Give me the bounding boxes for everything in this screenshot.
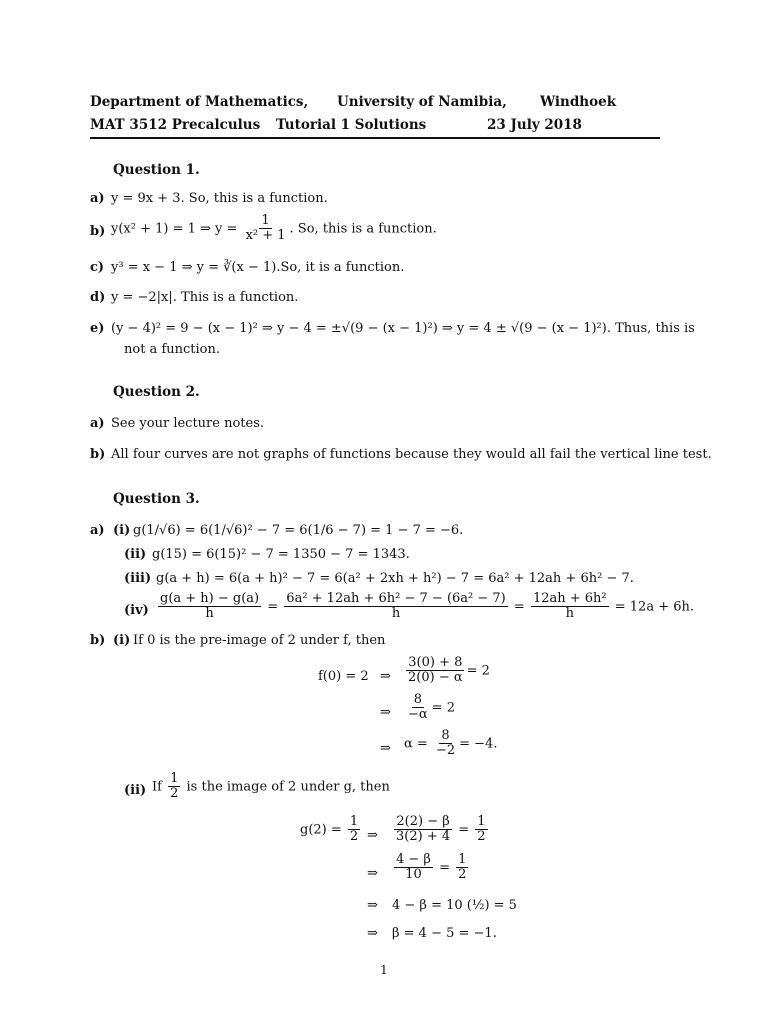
- question-3-title: Question 3.: [113, 491, 200, 507]
- q2-a-label: a): [90, 416, 105, 431]
- q1-c-label: c): [90, 260, 105, 275]
- q1-a-label: a): [90, 191, 105, 206]
- q3-bii-fraction-2: $\frac{4 - \beta}{10}$: [396, 852, 431, 883]
- q3-iv-tail: = 12a + 6h.: [614, 599, 695, 615]
- q3-bi-eq-lhs: f(0) = 2: [318, 669, 369, 684]
- q3-bii-fraction-1r: $\frac{1}{2}$: [477, 814, 486, 845]
- q3-bi-eq-arrow-1: ⇒: [380, 669, 391, 684]
- q3-b-i-text: If 0 is the pre-image of 2 under f, then: [133, 633, 386, 648]
- q3-iv-fraction-1: $\frac{g(a + h) - g(a)}{h}$: [160, 591, 260, 622]
- q3-bii-eq-line-3: 4 − β = 10 (½) = 5: [392, 898, 517, 913]
- header-rule: [90, 137, 660, 139]
- q3-bii-fraction-2r: $\frac{1}{2}$: [458, 852, 467, 883]
- q1-b-post: . So, this is a function.: [289, 221, 437, 237]
- q3-bi-fraction-2: $\frac{8}{-\alpha}$: [408, 692, 428, 723]
- q1-b-label: b): [90, 224, 106, 239]
- header-date: 23 July 2018: [487, 117, 582, 133]
- header-course: MAT 3512 Precalculus: [90, 117, 261, 133]
- q3-a-ii-text: g(15) = 6(15)² − 7 = 1350 − 7 = 1343.: [152, 547, 410, 562]
- q3-bi-fraction-1: $\frac{3(0) + 8}{2(0) - \alpha}$: [408, 655, 463, 686]
- page-number: 1: [380, 963, 388, 977]
- q3-bii-eq-arrow-4: ⇒: [367, 926, 378, 941]
- q3-a-iii-text: g(a + h) = 6(a + h)² − 7 = 6(a² + 2xh + h²) − 7 = 6a² + 12ah + 6h² − 7.: [156, 571, 634, 586]
- q3-a-i-label: (i): [113, 523, 131, 538]
- q3-bii-eq-line-4: β = 4 − 5 = −1.: [392, 926, 497, 941]
- q3-bi-eq-line-3: α = $\frac{8}{-2}$ = −4.: [404, 728, 498, 759]
- q1-e-line2: not a function.: [124, 342, 220, 357]
- q1-d-text: y = −2|x|. This is a function.: [111, 290, 299, 305]
- q3-a-iv-label: (iv): [124, 603, 149, 618]
- q3-bii-eq-lhs: g(2) = $\frac{1}{2}$: [300, 814, 359, 845]
- q3-bii-eq-arrow-2: ⇒: [367, 866, 378, 881]
- q1-b-pre: y(x² + 1) = 1 ⇒ y =: [111, 221, 238, 237]
- q3-bi-eq-arrow-3: ⇒: [380, 741, 391, 756]
- q1-e-line1: (y − 4)² = 9 − (x − 1)² ⇒ y − 4 = ±√(9 − (x − 1)²) ⇒ y = 4 ± √(9 − (x − 1)²). Thus, this is: [111, 321, 695, 336]
- header-city: Windhoek: [540, 94, 617, 110]
- q3-bii-eq-line-2: $\frac{4 - \beta}{10}$ = $\frac{1}{2}$: [396, 852, 467, 883]
- q1-d-label: d): [90, 290, 106, 305]
- q2-b-text: All four curves are not graphs of functions because they would all fail the vertical line test.: [111, 447, 712, 462]
- q3-b-label: b): [90, 633, 106, 648]
- q3-b-ii-label: (ii): [124, 783, 147, 798]
- q1-b-fraction: $\frac{1}{\text{x² + 1}}$: [245, 213, 286, 244]
- q3-iv-fraction-2: $\frac{\text{6a² + 12ah + 6h² − 7 − (6a² − 7)}}{h}$: [286, 591, 506, 622]
- question-2-title: Question 2.: [113, 384, 200, 400]
- q1-e-label: e): [90, 321, 105, 336]
- header-university: University of Namibia,: [337, 94, 507, 110]
- q3-bi-fraction-3: $\frac{8}{-2}$: [435, 728, 456, 759]
- q3-a-iv-expr: $\frac{g(a + h) - g(a)}{h}$ = $\frac{\text{6a² + 12ah + 6h² − 7 − (6a² − 7)}}{h}$ = $\frac{\text{12ah + 6h²}}{h}$ = 12a + 6h.: [160, 591, 695, 622]
- q1-a-text: y = 9x + 3. So, this is a function.: [111, 191, 328, 206]
- q3-bi-eq-arrow-2: ⇒: [380, 705, 391, 720]
- q1-c-text: y³ = x − 1 ⇒ y = ∛(x − 1).So, it is a function.: [111, 260, 405, 275]
- q3-b-ii-text: If $\frac{1}{2}$ is the image of 2 under g, then: [152, 771, 390, 802]
- q3-bii-eq-arrow-3: ⇒: [367, 898, 378, 913]
- header-tutorial: Tutorial 1 Solutions: [276, 117, 427, 133]
- q1-b-expr: [111, 214, 437, 244]
- q3-bii-eq-arrow-1: ⇒: [367, 828, 378, 843]
- q3-iv-fraction-3: $\frac{\text{12ah + 6h²}}{h}$: [532, 591, 607, 622]
- q3-bii-eq-line-1: $\frac{2(2) - \beta}{3(2) + 4}$ = $\frac{1}{2}$: [396, 814, 486, 845]
- q3-bi-eq-line-2: $\frac{8}{-\alpha}$ = 2: [408, 692, 455, 723]
- header-department: Department of Mathematics,: [90, 94, 309, 110]
- q3-a-iii-label: (iii): [124, 571, 152, 586]
- q3-bii-half: $\frac{1}{2}$: [349, 814, 359, 845]
- q3-a-ii-label: (ii): [124, 547, 147, 562]
- q3-a-label: a): [90, 523, 105, 538]
- q2-a-text: See your lecture notes.: [111, 416, 265, 431]
- q3-bii-fraction-1: $\frac{2(2) - \beta}{3(2) + 4}$: [396, 814, 451, 845]
- q3-bii-fraction: $\frac{1}{2}$: [170, 771, 179, 802]
- question-1-title: Question 1.: [113, 162, 200, 178]
- q3-b-i-label: (i): [113, 633, 131, 648]
- q3-a-i-text: g(1/√6) = 6(1/√6)² − 7 = 6(1/6 − 7) = 1 − 7 = −6.: [133, 523, 464, 538]
- q3-bi-eq-line-1: $\frac{3(0) + 8}{2(0) - \alpha}$ = 2: [408, 655, 490, 686]
- q2-b-label: b): [90, 447, 106, 462]
